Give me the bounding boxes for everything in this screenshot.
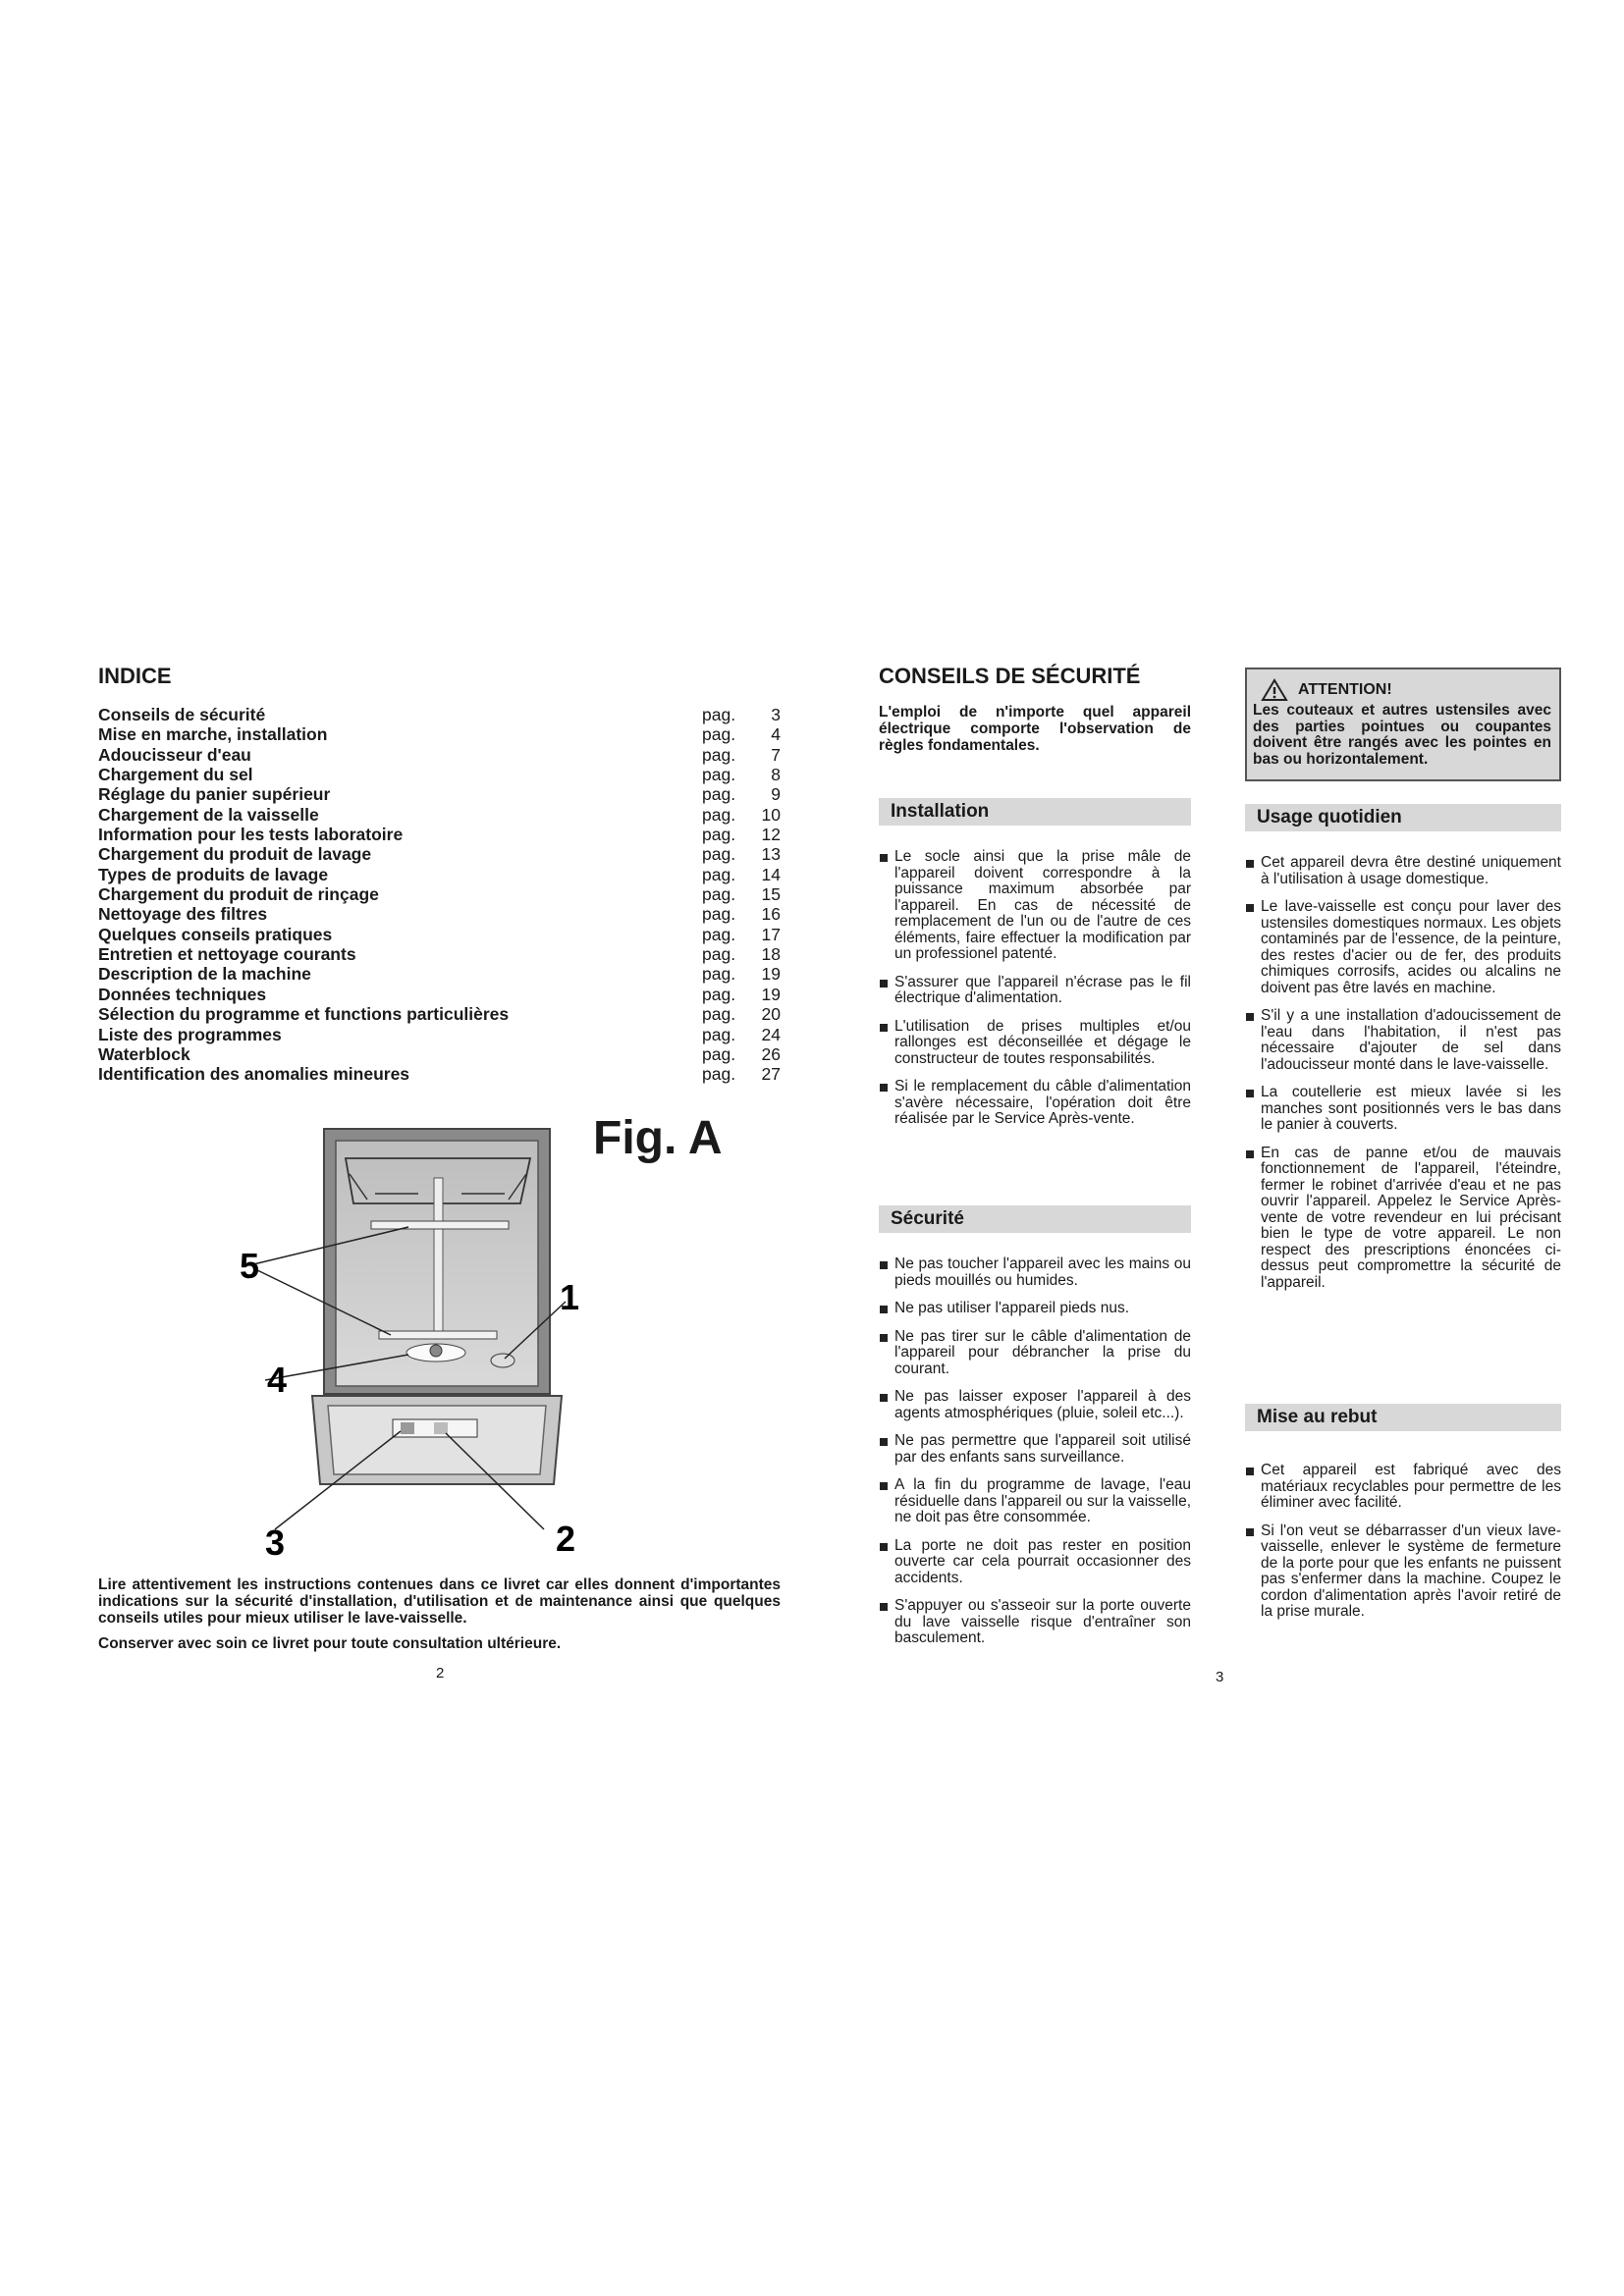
toc-entry [98, 925, 781, 944]
toc-entry-label: Chargement du produit de lavage [98, 844, 372, 865]
toc-entry-pag: pag. [702, 765, 736, 785]
toc-entry-pag: pag. [702, 864, 736, 884]
toc-entry [98, 944, 781, 964]
toc-entry-label: Types de produits de lavage [98, 864, 329, 884]
toc-entry-page-number: 19 [761, 984, 781, 1004]
toc-entry [98, 784, 781, 804]
list-item: Ne pas utiliser l'appareil pieds nus. [879, 1301, 1191, 1317]
toc-entry-pag: pag. [702, 844, 736, 865]
toc-entry-label: Sélection du programme et functions particulières [98, 1004, 510, 1025]
toc-entry-page-number: 13 [761, 844, 781, 865]
toc-entry-pag: pag. [702, 825, 736, 845]
callout-1: 1 [560, 1277, 580, 1317]
toc-entry [98, 884, 781, 904]
toc-entry [98, 1044, 781, 1064]
usage-heading: Usage quotidien [1245, 804, 1561, 831]
toc-entry-pag: pag. [702, 784, 736, 805]
list-item: Ne pas laisser exposer l'appareil à des agents atmosphériques (pluie, soleil etc...). [879, 1389, 1191, 1421]
list-item: La coutellerie est mieux lavée si les manches sont positionnés vers le bas dans le panier à couverts. [1245, 1085, 1561, 1134]
list-item: Ne pas toucher l'appareil avec les mains ou pieds mouillés ou humides. [879, 1256, 1191, 1289]
toc-entry [98, 705, 781, 724]
intro-text: Lire attentivement les instructions contenues dans ce livret car elles donnent d'importantes indications sur la sécurité d'installation, d'utilisation et de maintenance ainsi que quelques conseils utiles pour mieux utiliser le lave-vaisselle. [98, 1576, 781, 1627]
list-item: A la fin du programme de lavage, l'eau résiduelle dans l'appareil ou sur la vaisselle, ne doit pas être consommée. [879, 1477, 1191, 1526]
toc-entry-page-number: 19 [761, 964, 781, 985]
toc-entry-page-number: 4 [771, 724, 781, 745]
toc-entry-page-number: 8 [771, 765, 781, 785]
toc-entry-label: Identification des anomalies mineures [98, 1064, 410, 1085]
toc-entry-pag: pag. [702, 1043, 736, 1064]
list-item: S'assurer que l'appareil n'écrase pas le fil électrique d'alimentation. [879, 975, 1191, 1007]
toc-entry-label: Entretien et nettoyage courants [98, 944, 356, 965]
list-item: S'appuyer ou s'asseoir sur la porte ouverte du lave vaisselle risque d'entraîner son basculement. [879, 1598, 1191, 1647]
toc-entry-label: Adoucisseur d'eau [98, 744, 251, 765]
toc-entry-label: Liste des programmes [98, 1024, 282, 1044]
toc-entry-page-number: 10 [761, 804, 781, 825]
toc-entry-pag: pag. [702, 705, 736, 724]
safety-title: CONSEILS DE SÉCURITÉ [879, 664, 1141, 688]
toc-entry [98, 745, 781, 765]
toc-entry-page-number: 14 [761, 864, 781, 884]
toc-entry-pag: pag. [702, 1064, 736, 1085]
list-item: Si l'on veut se débarrasser d'un vieux lave-vaisselle, enlever le système de fermeture de la porte pour que les enfants ne puissent pas s'enfermer dans la machine. Coupez le cordon d'alimentation après l'avoir retiré de la prise murale. [1245, 1523, 1561, 1621]
toc-entry [98, 1025, 781, 1044]
toc-entry-pag: pag. [702, 804, 736, 825]
installation-list [879, 849, 1191, 1140]
callout-2: 2 [556, 1519, 576, 1559]
callout-3: 3 [265, 1522, 286, 1563]
toc-entry-page-number: 9 [771, 784, 781, 805]
keep-note: Conserver avec soin ce livret pour toute consultation ultérieure. [98, 1635, 562, 1652]
dishwasher-figure [226, 1119, 599, 1571]
safety-lead: L'emploi de n'importe quel appareil électrique comporte l'observation de règles fondamentales. [879, 704, 1191, 754]
list-item: Cet appareil devra être destiné uniquement à l'utilisation à usage domestique. [1245, 855, 1561, 887]
toc-entry-label: Nettoyage des filtres [98, 904, 268, 925]
callout-5: 5 [240, 1246, 260, 1286]
installation-heading: Installation [879, 798, 1191, 826]
list-item: S'il y a une installation d'adoucissement de l'eau dans l'habitation, il n'est pas nécessaire d'ajouter de sel dans l'adoucisseur monté dans le lave-vaisselle. [1245, 1008, 1561, 1073]
toc-entry-pag: pag. [702, 984, 736, 1004]
toc-entry [98, 825, 781, 844]
attention-box [1245, 667, 1561, 781]
toc-entry-pag: pag. [702, 1024, 736, 1044]
toc-entry-label: Conseils de sécurité [98, 705, 266, 724]
list-item: L'utilisation de prises multiples et/ou rallonges est déconseillée et dégage le constructeur de toutes responsabilités. [879, 1019, 1191, 1068]
list-item: Si le remplacement du câble d'alimentation s'avère nécessaire, l'opération doit être réalisée par le Service Après-vente. [879, 1079, 1191, 1128]
toc-entry [98, 904, 781, 924]
toc-entry-pag: pag. [702, 724, 736, 745]
list-item: Cet appareil est fabriqué avec des matériaux recyclables pour permettre de les éliminer avec facilité. [1245, 1463, 1561, 1512]
toc-entry-label: Description de la machine [98, 964, 311, 985]
toc-entry-label: Réglage du panier supérieur [98, 784, 331, 805]
usage-list [1245, 855, 1561, 1303]
warning-icon [1261, 678, 1288, 702]
toc-entry-pag: pag. [702, 944, 736, 965]
toc-entry-pag: pag. [702, 1004, 736, 1025]
toc-entry-label: Information pour les tests laboratoire [98, 825, 404, 845]
list-item: En cas de panne et/ou de mauvais fonctionnement de l'appareil, l'éteindre, fermer le robinet d'arrivée d'eau et ne pas ouvrir l'appareil. Appelez le Service Après-vente de votre revendeur en lui précisant bien le type de votre appareil. Le non respect des prescriptions énoncées ci-dessus peut compromettre la sécurité de l'appareil. [1245, 1146, 1561, 1292]
toc-entry [98, 805, 781, 825]
toc-entry-label: Quelques conseils pratiques [98, 924, 333, 944]
toc-title: INDICE [98, 664, 172, 688]
toc-entry-page-number: 12 [761, 825, 781, 845]
toc-entry-pag: pag. [702, 884, 736, 905]
toc-entry-label: Mise en marche, installation [98, 724, 328, 745]
toc-entry-label: Chargement de la vaisselle [98, 804, 319, 825]
toc-entry [98, 964, 781, 984]
attention-label: ATTENTION! [1298, 681, 1392, 698]
toc-entry [98, 765, 781, 784]
page-number-left: 2 [436, 1665, 445, 1682]
list-item: La porte ne doit pas rester en position ouverte car cela pourrait occasionner des accidents. [879, 1538, 1191, 1587]
toc-entry-page-number: 16 [761, 904, 781, 925]
toc-entry [98, 985, 781, 1004]
toc-entry-page-number: 18 [761, 944, 781, 965]
list-item: Le socle ainsi que la prise mâle de l'appareil doivent correspondre à la puissance maximum absorbée par l'appareil. En cas de nécessité de remplacement de l'un ou de l'autre de ces éléments, faire effectuer la modification par un professionel patenté. [879, 849, 1191, 963]
figure-title: Fig. A [593, 1112, 723, 1164]
toc-entry-page-number: 15 [761, 884, 781, 905]
toc-entry [98, 844, 781, 864]
toc-entry-page-number: 17 [761, 924, 781, 944]
toc-entry-label: Données techniques [98, 984, 267, 1004]
toc-entry-page-number: 26 [761, 1043, 781, 1064]
toc-entry-pag: pag. [702, 904, 736, 925]
list-item: Ne pas permettre que l'appareil soit utilisé par des enfants sans surveillance. [879, 1433, 1191, 1466]
list-item: Ne pas tirer sur le câble d'alimentation de l'appareil pour débrancher la prise du courant. [879, 1329, 1191, 1378]
toc-entry-label: Waterblock [98, 1043, 190, 1064]
toc-entry [98, 865, 781, 884]
page-number-right: 3 [1216, 1669, 1224, 1685]
securite-list [879, 1256, 1191, 1659]
toc-entry-label: Chargement du sel [98, 765, 253, 785]
toc-entry [98, 1064, 781, 1084]
securite-heading: Sécurité [879, 1205, 1191, 1233]
rebut-list [1245, 1463, 1561, 1632]
toc-entry-pag: pag. [702, 964, 736, 985]
toc-entry-page-number: 20 [761, 1004, 781, 1025]
toc-entry-page-number: 24 [761, 1024, 781, 1044]
toc-entry-label: Chargement du produit de rinçage [98, 884, 379, 905]
table-of-contents [98, 705, 781, 1085]
toc-entry-page-number: 7 [771, 744, 781, 765]
list-item: Le lave-vaisselle est conçu pour laver des ustensiles domestiques normaux. Les objets contaminés par de l'essence, de la peinture, des restes d'acier ou de fer, des produits chimiques corrosifs, acides ou alcalins ne doivent pas être lavés en machine. [1245, 899, 1561, 996]
toc-entry-pag: pag. [702, 924, 736, 944]
toc-entry [98, 724, 781, 744]
rebut-heading: Mise au rebut [1245, 1404, 1561, 1431]
toc-entry-page-number: 3 [771, 705, 781, 724]
toc-entry-pag: pag. [702, 744, 736, 765]
toc-entry [98, 1004, 781, 1024]
attention-text: Les couteaux et autres ustensiles avec des parties pointues ou coupantes doivent être rangés avec les pointes en bas ou horizontalement. [1253, 702, 1551, 768]
callout-4: 4 [267, 1360, 288, 1400]
toc-entry-page-number: 27 [761, 1064, 781, 1085]
